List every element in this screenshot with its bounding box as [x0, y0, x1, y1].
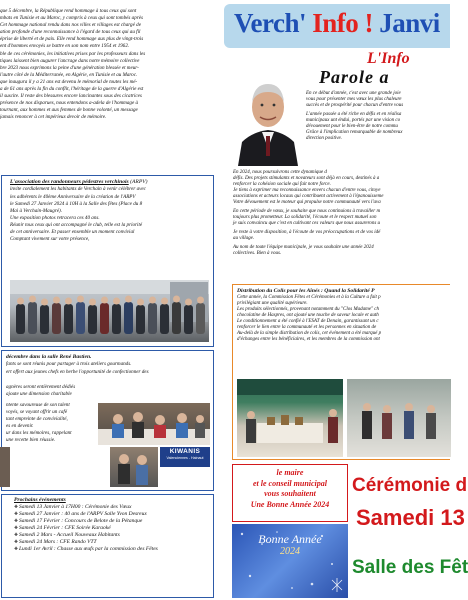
- colis-text: [237, 295, 447, 343]
- bullet-icon: ❖: [14, 532, 19, 538]
- bullet-icon: ❖: [14, 545, 19, 551]
- text-line: succès et de prospérité pour chacun d'entre vous: [306, 103, 404, 108]
- bullet-icon: ❖: [14, 525, 19, 531]
- text-line: bre 2023 nous exprimons la peine d'une génération blessée et meur-: [0, 64, 139, 71]
- events-list: [14, 504, 209, 552]
- bonne-annee-text: Bonne Année: [258, 532, 322, 546]
- text-line: ble de ces cérémonies, les initiatives prises par les professeurs dans les: [0, 50, 146, 57]
- text-line: Je tiens à exprimer ma reconnaissance envers chacun d'entre vous, citoye: [233, 188, 381, 193]
- event-item: [14, 511, 209, 518]
- text-line: jamais renoncer à cet impérieux devoir de mémoire.: [0, 114, 107, 121]
- wishes-line-4: Une Bonne Année 2024: [250, 499, 330, 509]
- event-item: [14, 546, 209, 553]
- event-item: [14, 532, 209, 539]
- text-line: au village.: [233, 236, 255, 241]
- text-line: de cet anniversaire. Et passer ensemble un moment convivial: [10, 228, 135, 235]
- text-line: Les produits sélectionnés, provenant notamment du "Clos Madame" ch: [237, 307, 380, 313]
- events-title: Prochains événements: [14, 497, 66, 503]
- text-line: associations et acteurs locaux qui contribuent activement à l'épanouisseme: [233, 194, 384, 199]
- memorial-article: [0, 8, 214, 168]
- colis-photo-left: [237, 379, 343, 457]
- event-label: Lundi 1er Avril : Chasse aux œufs par la commission des Fêtes: [19, 545, 158, 552]
- memorial-text: [0, 8, 214, 121]
- text-line: privilégiant une qualité supérieure.: [237, 301, 308, 307]
- text-line: L'année passée a été riche en défis et en réalisa: [306, 112, 402, 117]
- text-line: vous pour présenter mes vœux les plus chaleure: [306, 97, 402, 102]
- event-item: [14, 525, 209, 532]
- ateliers-box: [1, 350, 214, 491]
- text-line: En 2024, nous poursuivrons cette dynamique d: [233, 170, 327, 175]
- text-line: Au nom de toute l'équipe municipale, je vous souhaite une année 2024: [233, 245, 374, 250]
- text-line: fants se sont réunis pour partager à trois ateliers gourmands.: [6, 361, 132, 368]
- text-line: En ce début d'année, c'est avec une grande joie: [306, 91, 401, 96]
- text-line: tiques laissent bien augurer l'ancrage dans notre mémoire collective: [0, 57, 140, 64]
- mayor-intro: [306, 91, 450, 171]
- info-subtitle: [305, 50, 450, 90]
- masthead-title: Verch' Info ! Janvi: [234, 8, 440, 38]
- masthead: [224, 4, 450, 48]
- event-label: Samedi 27 Janvier : 40 ans de l'ARPV Salle Yvon Desreux: [19, 511, 147, 518]
- bullet-icon: ❖: [14, 511, 19, 517]
- group-people-figures: [10, 280, 209, 342]
- event-label: Samedi 17 Février : Concours de Belote de la Pétanque: [19, 518, 143, 525]
- text-line: direction positive.: [306, 136, 342, 141]
- text-line: renforcer la cohésion sociale qui fait notre force.: [233, 182, 331, 187]
- text-line: ur dans les mémoires, rappelant: [6, 430, 72, 437]
- event-label: Samedi 24 Février : CFE Soirée Karaoké: [19, 525, 111, 532]
- randonneurs-box: [1, 175, 214, 347]
- text-line: ntente savoureuse de son talent: [6, 401, 70, 408]
- mayor-body: [233, 170, 450, 278]
- text-line: municipaux unt éndui, portés par une vision co: [306, 118, 401, 123]
- text-line: éprise de liberté et de paix. Elle rend hommage aux plus de vingt-trois: [0, 36, 144, 43]
- bullet-icon: ❖: [14, 518, 19, 524]
- text-line: je suis convaincu que c'est en cultivant ces valeurs que nous assurerons u: [233, 221, 381, 226]
- text-line: ajoute une dimension charitable: [6, 390, 72, 397]
- text-line: renforcer le lien entre la communauté et les personnes en situation de: [237, 325, 377, 331]
- text-line: une recette bien réussie.: [6, 437, 56, 444]
- colis-box: [232, 284, 450, 460]
- wishes-line-3: vous souhaitent: [264, 489, 316, 498]
- text-line: ert offert aux jeunes chefs en herbe l'opportunité de confectionner des: [6, 368, 149, 375]
- mayor-photo: [232, 62, 304, 166]
- text-line: les adhérents le 40ème Anniversaire de la création de l'ARPV: [10, 193, 136, 200]
- bullet-icon: ❖: [14, 538, 19, 544]
- text-line: collectives. Bien à vous.: [233, 251, 282, 256]
- text-line: invite cordialement les habitants de Verchain à venir célébrer avec: [10, 186, 146, 193]
- kiwanis-logo: KIWANIS Valenciennes - Hainaut: [160, 447, 210, 467]
- text-line: Grâce à l'implication remarquable de nombreux: [306, 130, 403, 135]
- text-line: dévouement pour le bien-être de notre commu: [306, 124, 398, 129]
- text-line: ation profonde d'une reconnaissance à l'égard de tous ceux qui au fil: [0, 29, 141, 36]
- bonne-annee-year: 2024: [280, 546, 300, 557]
- text-line: toujours plus prometteur. La solidarité, l'écoute et le respect mutuel son: [233, 215, 377, 220]
- text-line: d'échanges entre les bénéficiaires, et les membres de la commission ont: [237, 337, 380, 343]
- text-line: l'autre côté de la Méditerranée, en Algérie, en Tunisie et au Maroc.: [0, 71, 138, 78]
- text-line: Comptant vivement sur votre présence,: [10, 236, 90, 243]
- ceremonie-venue: Salle des Fêt: [352, 557, 468, 578]
- text-line: Cette année, la Commission Fêtes et Cérémonies et à la Culture a fait p: [237, 295, 381, 301]
- ateliers-title: décembre dans la salle René Bastien.: [6, 354, 92, 360]
- ateliers-photo-bottom: [110, 447, 158, 487]
- text-line: que 5 décembre, la République rend hommage à tous ceux qui sont: [0, 8, 137, 14]
- text-line: que inaugura il y a 21 ans est devenu le mémorial de toutes les mé-: [0, 78, 138, 85]
- wishes-line-1: le maire: [276, 468, 304, 477]
- text-line: Votre dévouement est le moteur qui propulse notre communauté vers l'ava: [233, 200, 381, 205]
- text-line: agnères seront entièrement dédiés: [6, 383, 76, 390]
- text-line: le Samedi 27 Janvier 2024 à 10H à la Salle des fêtes (Place du 8: [10, 200, 143, 207]
- text-line: [6, 380, 209, 383]
- ceremonie-date: Samedi 13: [356, 505, 465, 530]
- text-line: [6, 398, 209, 401]
- text-line: a de 61 ans après la fin du conflit, l'héritage de la guerre d'Algérie est: [0, 86, 144, 93]
- event-label: Samedi 13 Janvier à 17H00 : Cérémonie des Vœux: [19, 504, 132, 511]
- colis-title: Distribution du Colis pour les Aînés : Quand la Solidarité P: [237, 288, 375, 294]
- text-line: Mai à Verchain-Maugré).: [10, 207, 63, 214]
- text-line: chocolatine de Haspres, ont ajouté une touche de saveur locale et auth: [237, 313, 379, 319]
- ateliers-photo-top: [98, 403, 210, 445]
- text-line: Cet hommage national rendu dans nos villes et villages est chargé de: [0, 22, 141, 29]
- event-item: [14, 539, 209, 546]
- text-line: ent d'hommes envoyés se battre en son nom entre 1954 et 1962.: [0, 43, 130, 50]
- ceremonie-block: [352, 470, 468, 600]
- text-line: En cette période de vœux, je souhaite que nous continuions à travailler m: [233, 209, 381, 214]
- ceremonie-title: Cérémonie d: [352, 475, 468, 496]
- event-label: Samedi 24 Mars : CFE Rando VTT: [19, 538, 97, 545]
- randonneurs-group-photo: [10, 280, 209, 342]
- wishes-line-2: et le conseil municipal: [253, 478, 327, 488]
- text-line: Réunir tous ceux qui ont accompagné le club, telle est la priorité: [10, 221, 143, 228]
- randonneurs-text: [10, 186, 209, 242]
- colis-photo-right: [347, 379, 451, 457]
- text-line: mbats en Tunisie et au Maroc, y compris à ceux qui sont tombés après: [0, 15, 143, 22]
- text-line: défis. Des projets stimulants et novateurs sont déjà en cours, destinés à a: [233, 176, 380, 181]
- info-label: L'Info: [367, 50, 410, 67]
- text-line: es en devenir.: [6, 423, 34, 430]
- text-line: Une exposition photos retracera ces 40 ans.: [10, 214, 100, 221]
- text-line: [6, 376, 209, 379]
- text-line: Le conditionnement a été confié à l'ESAT de Denain, garantissant un c: [237, 319, 379, 325]
- text-line: Je reste à votre disposition, à l'écoute de vos préoccupations et de vos idé: [233, 230, 381, 235]
- text-line: tant empreinte de convivialité,: [6, 415, 68, 422]
- ateliers-photo-left: [0, 447, 10, 487]
- text-line: Au-delà de la simple distribution de colis, cet événement a été marqué p: [237, 331, 382, 337]
- parole-label: Parole a: [319, 67, 390, 87]
- text-line: voyés, se voyant offrir un café: [6, 408, 68, 415]
- randonneurs-title: L'association des randonneurs pédestres verchinois (ARPV): [10, 179, 148, 185]
- bullet-icon: ❖: [14, 504, 19, 510]
- event-label: Samedi 2 Mars - Accueil Nouveaux Habitants: [19, 532, 120, 539]
- text-line: présence de nos disparues, nous entendons a-adela de l'hommage à: [0, 100, 139, 107]
- bonne-annee-card: [232, 524, 348, 598]
- text-line: tournant, aux hommes et aux femmes de bonne volonté, un message: [0, 107, 138, 114]
- wishes-box: [232, 464, 348, 522]
- events-box: [1, 494, 214, 598]
- text-line: il suscite. Il reste des blessures encore lancinantes sous des cicatrices: [0, 93, 142, 100]
- mayor-portrait: [232, 62, 304, 166]
